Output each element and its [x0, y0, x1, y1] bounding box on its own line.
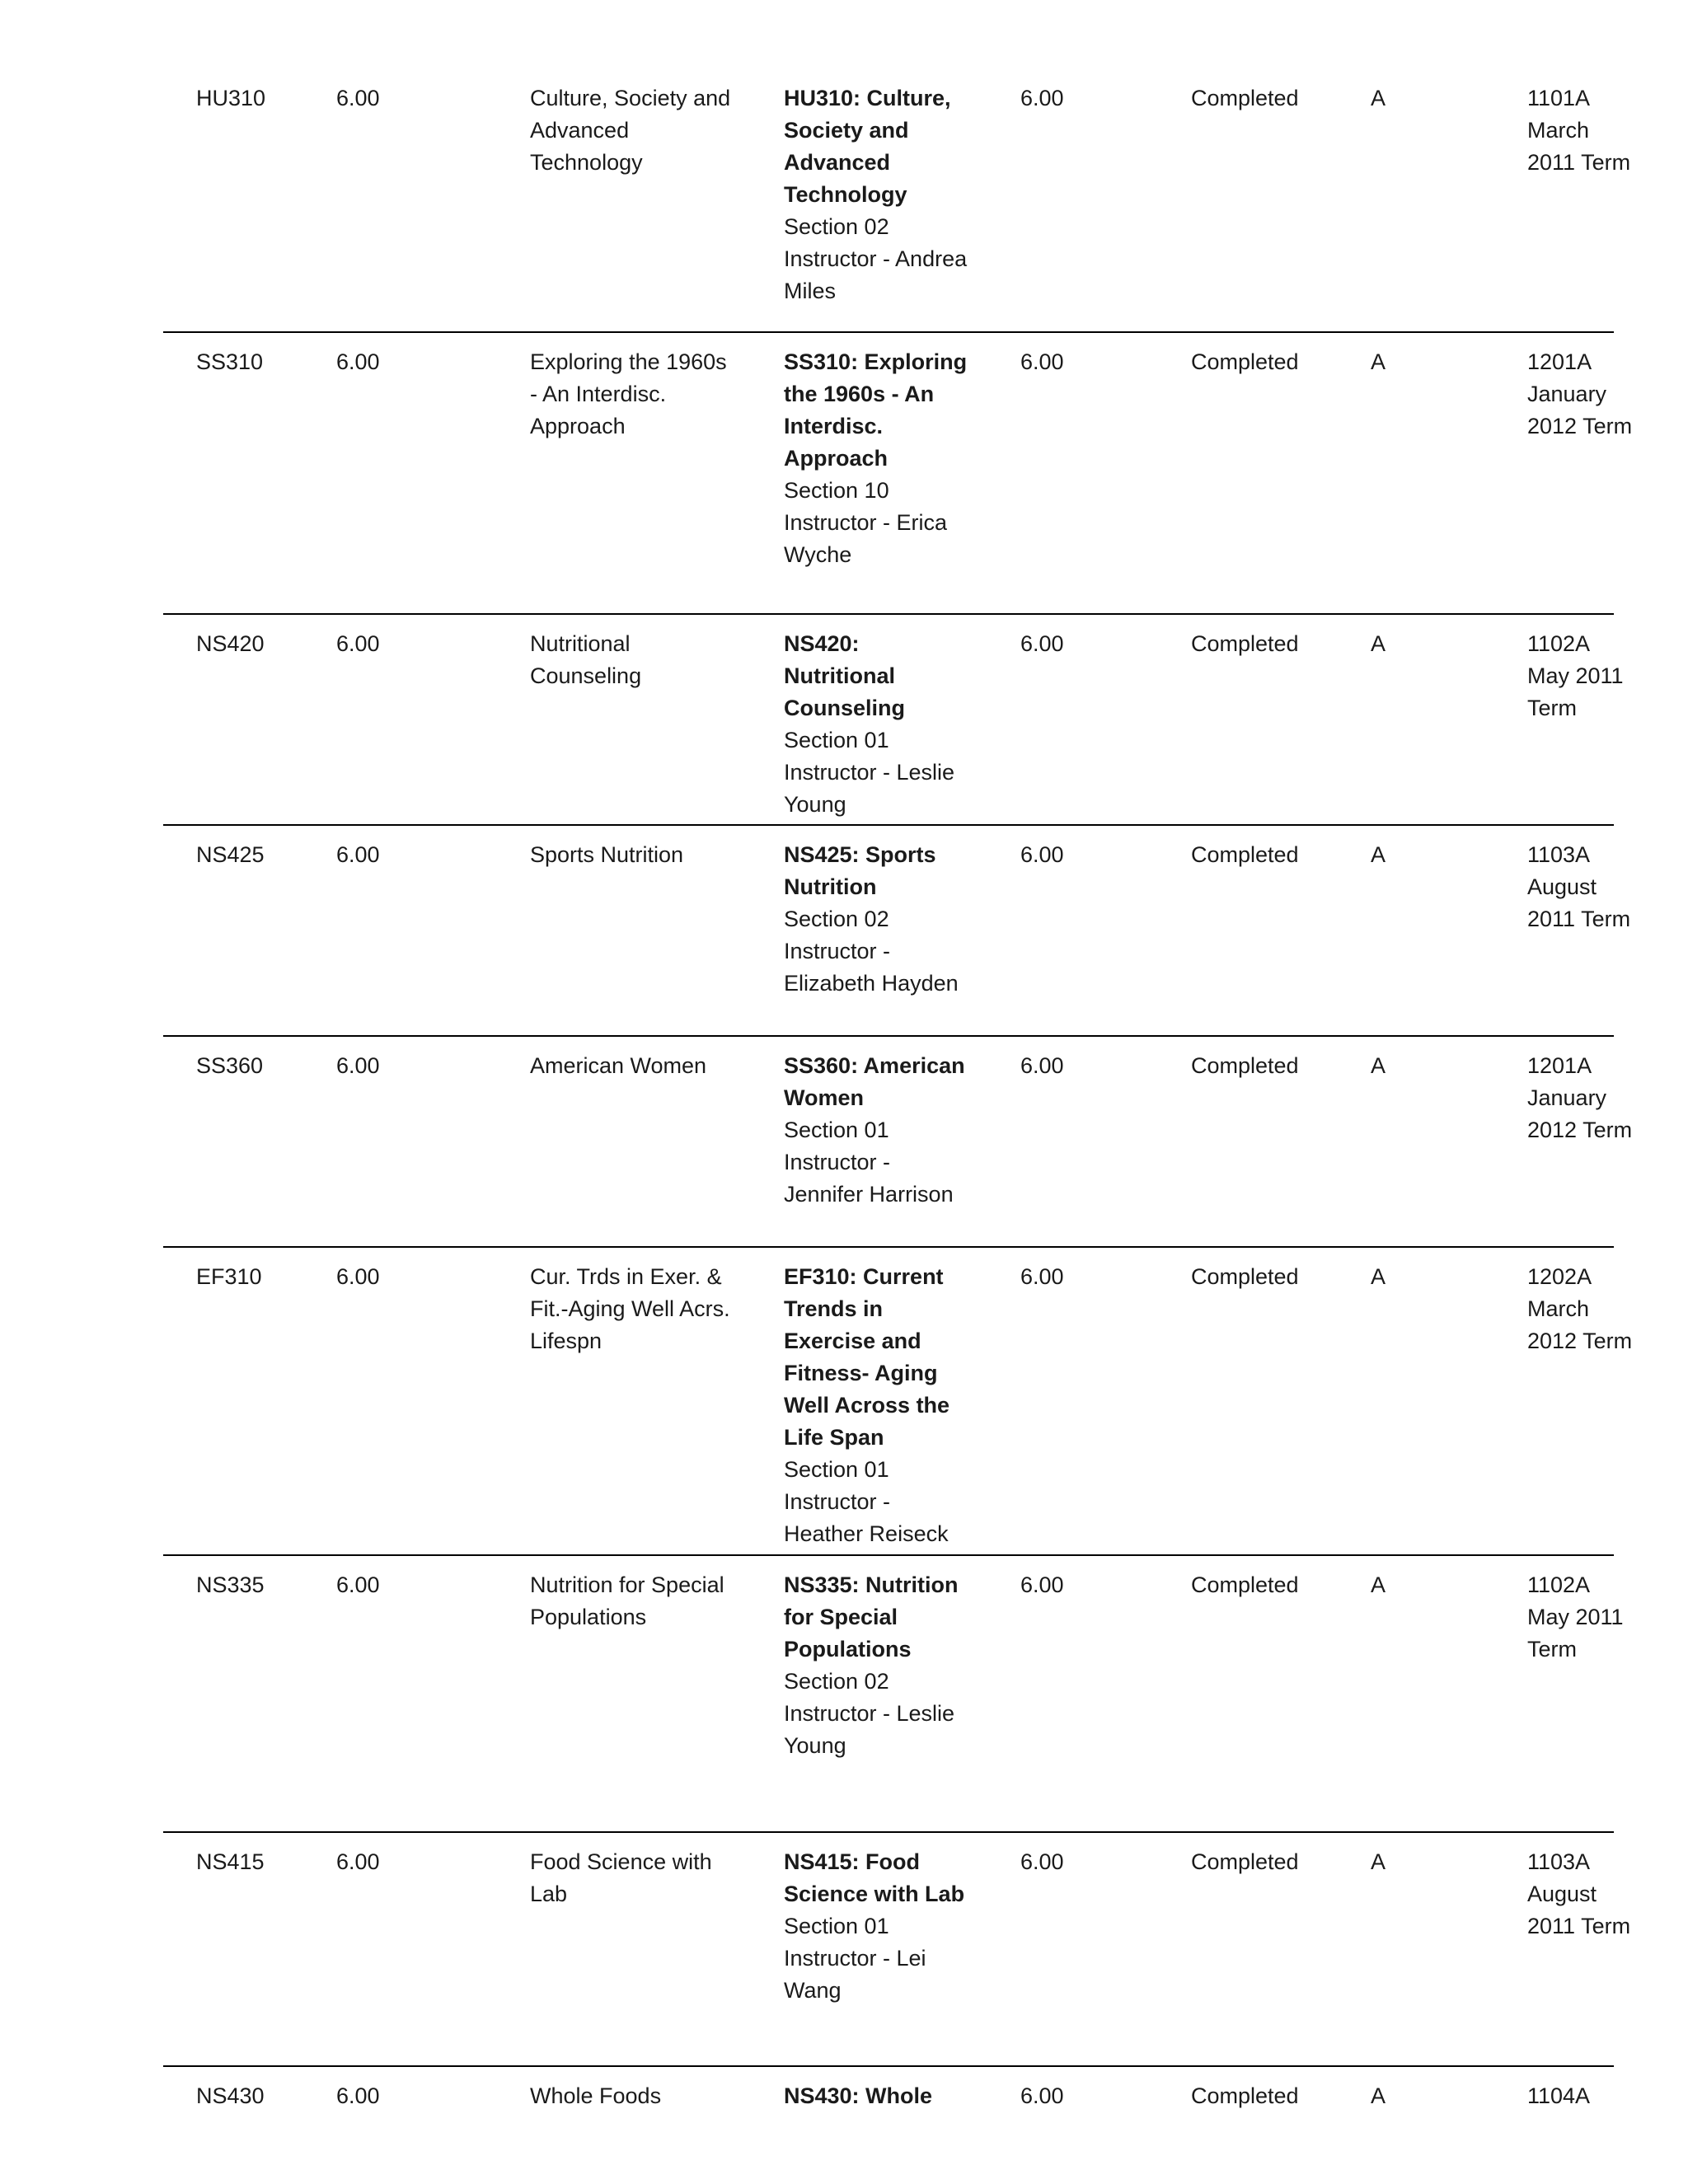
course-code: NS430: [196, 2083, 265, 2108]
table-row: [163, 346, 1633, 615]
course-detail: [784, 346, 973, 571]
term: [1527, 346, 1659, 443]
term: [1527, 1261, 1659, 1357]
status: Completed: [1191, 631, 1299, 656]
term-line: 2012 Term: [1527, 414, 1633, 438]
course-instructor: Instructor - Jennifer Harrison: [784, 1150, 954, 1207]
credits: 6.00: [336, 1053, 380, 1078]
term: [1527, 1846, 1659, 1943]
table-row: [163, 1846, 1631, 2067]
term-line: 2012 Term: [1527, 1118, 1633, 1142]
course-detail: [784, 1846, 973, 2007]
term-line: 2011 Term: [1527, 1914, 1631, 1938]
table-row: [163, 2080, 1614, 2184]
term: [1527, 1569, 1659, 1666]
course-code: SS310: [196, 349, 264, 374]
credits: 6.00: [336, 1849, 380, 1874]
grade: A: [1371, 1572, 1386, 1597]
term-line: 1102A: [1527, 1572, 1591, 1597]
course-detail: [784, 839, 973, 1000]
term-line: Term: [1527, 696, 1577, 720]
course-section: Section 02: [784, 907, 889, 931]
course-instructor: Instructor - Elizabeth Hayden: [784, 939, 959, 996]
course-detail: [784, 1569, 973, 1762]
term-line: 2012 Term: [1527, 1329, 1633, 1353]
course-title: American Women: [530, 1053, 707, 1078]
course-code: HU310: [196, 86, 266, 110]
grade: A: [1371, 349, 1386, 374]
term-line: 1103A: [1527, 1849, 1591, 1874]
credits-attempted: 6.00: [1020, 1849, 1064, 1874]
status: Completed: [1191, 1264, 1299, 1289]
grade: A: [1371, 1849, 1386, 1874]
course-instructor: Instructor - Heather Reiseck: [784, 1489, 949, 1546]
course-title: Sports Nutrition: [530, 842, 684, 867]
credits: 6.00: [336, 1572, 380, 1597]
table-row: [163, 82, 1631, 333]
credits: 6.00: [336, 1264, 380, 1289]
course-section: Section 01: [784, 1457, 889, 1482]
grade: A: [1371, 86, 1386, 110]
course-detail-title: NS335: Nutrition for Special Populations: [784, 1572, 959, 1661]
credits: 6.00: [336, 842, 380, 867]
status: Completed: [1191, 842, 1299, 867]
credits-attempted: 6.00: [1020, 1264, 1064, 1289]
table-row: [163, 1261, 1633, 1556]
course-section: Section 01: [784, 1914, 889, 1938]
status: Completed: [1191, 349, 1299, 374]
term-line: January: [1527, 1085, 1607, 1110]
term-line: August: [1527, 1882, 1597, 1906]
credits: 6.00: [336, 86, 380, 110]
transcript-table: [163, 0, 1633, 2184]
term: [1527, 839, 1659, 935]
term: [1527, 1050, 1659, 1146]
term-line: January: [1527, 382, 1607, 406]
course-title: Nutrition for Special Populations: [530, 1572, 724, 1629]
grade: A: [1371, 1264, 1386, 1289]
course-title: Food Science with Lab: [530, 1849, 712, 1906]
table-row: [163, 839, 1631, 1037]
credits-attempted: 6.00: [1020, 86, 1064, 110]
credits-attempted: 6.00: [1020, 842, 1064, 867]
course-code: EF310: [196, 1264, 262, 1289]
term-line: 1201A: [1527, 349, 1592, 374]
course-section: Section 02: [784, 214, 889, 239]
credits: 6.00: [336, 631, 380, 656]
credits-attempted: 6.00: [1020, 631, 1064, 656]
term-line: 2011 Term: [1527, 150, 1631, 175]
course-code: NS415: [196, 1849, 265, 1874]
course-detail: [784, 82, 973, 307]
course-detail-title: HU310: Culture, Society and Advanced Technology: [784, 86, 951, 207]
table-row: [163, 1569, 1624, 1833]
course-code: NS425: [196, 842, 265, 867]
term: [1527, 2080, 1659, 2112]
grade: A: [1371, 842, 1386, 867]
course-detail: [784, 628, 973, 821]
credits-attempted: 6.00: [1020, 1572, 1064, 1597]
term-line: 1201A: [1527, 1053, 1592, 1078]
term-line: March: [1527, 1296, 1590, 1321]
status: Completed: [1191, 1572, 1299, 1597]
status: Completed: [1191, 1849, 1299, 1874]
course-detail-title: EF310: Current Trends in Exercise and Fitness- Aging Well Across the Life Span: [784, 1264, 950, 1450]
grade: A: [1371, 631, 1386, 656]
table-row: [163, 628, 1624, 826]
course-section: Section 01: [784, 1118, 889, 1142]
status: Completed: [1191, 86, 1299, 110]
term-line: May 2011: [1527, 1605, 1624, 1629]
course-detail: [784, 1261, 973, 1550]
credits-attempted: 6.00: [1020, 1053, 1064, 1078]
term-line: 1101A: [1527, 86, 1591, 110]
term-line: 2011 Term: [1527, 907, 1631, 931]
course-instructor: Instructor - Andrea Miles: [784, 246, 968, 303]
course-detail-title: SS310: Exploring the 1960s - An Interdisc. Approach: [784, 349, 968, 471]
course-code: NS420: [196, 631, 265, 656]
course-section: Section 02: [784, 1669, 889, 1694]
credits: 6.00: [336, 349, 380, 374]
term-line: Term: [1527, 1637, 1577, 1661]
course-section: Section 01: [784, 728, 889, 752]
course-instructor: Instructor - Leslie Young: [784, 1701, 955, 1758]
course-title: Nutritional Counseling: [530, 631, 642, 688]
term-line: March: [1527, 118, 1590, 143]
course-section: Section 10: [784, 478, 889, 503]
course-detail-title: NS430: Whole: [784, 2083, 933, 2108]
course-title: Culture, Society and Advanced Technology: [530, 86, 731, 175]
course-title: Exploring the 1960s - An Interdisc. Approach: [530, 349, 727, 438]
status: Completed: [1191, 2083, 1299, 2108]
credits: 6.00: [336, 2083, 380, 2108]
course-instructor: Instructor - Erica Wyche: [784, 510, 948, 567]
course-detail-title: SS360: American Women: [784, 1053, 965, 1110]
course-detail: [784, 2080, 973, 2112]
course-code: SS360: [196, 1053, 264, 1078]
table-row: [163, 1050, 1633, 1248]
term-line: 1103A: [1527, 842, 1591, 867]
term: [1527, 82, 1659, 179]
term-line: 1202A: [1527, 1264, 1592, 1289]
term-line: 1104A: [1527, 2083, 1591, 2108]
course-title: Cur. Trds in Exer. & Fit.-Aging Well Acrs. Lifespn: [530, 1264, 730, 1353]
credits-attempted: 6.00: [1020, 2083, 1064, 2108]
credits-attempted: 6.00: [1020, 349, 1064, 374]
status: Completed: [1191, 1053, 1299, 1078]
course-instructor: Instructor - Lei Wang: [784, 1946, 926, 2003]
course-detail-title: NS420: Nutritional Counseling: [784, 631, 905, 720]
course-detail: [784, 1050, 973, 1211]
term-line: May 2011: [1527, 663, 1624, 688]
course-code: NS335: [196, 1572, 265, 1597]
course-instructor: Instructor - Leslie Young: [784, 760, 955, 817]
term-line: August: [1527, 874, 1597, 899]
term-line: 1102A: [1527, 631, 1591, 656]
grade: A: [1371, 1053, 1386, 1078]
course-detail-title: NS415: Food Science with Lab: [784, 1849, 965, 1906]
term: [1527, 628, 1659, 724]
course-title: Whole Foods: [530, 2083, 662, 2108]
grade: A: [1371, 2083, 1386, 2108]
course-detail-title: NS425: Sports Nutrition: [784, 842, 936, 899]
